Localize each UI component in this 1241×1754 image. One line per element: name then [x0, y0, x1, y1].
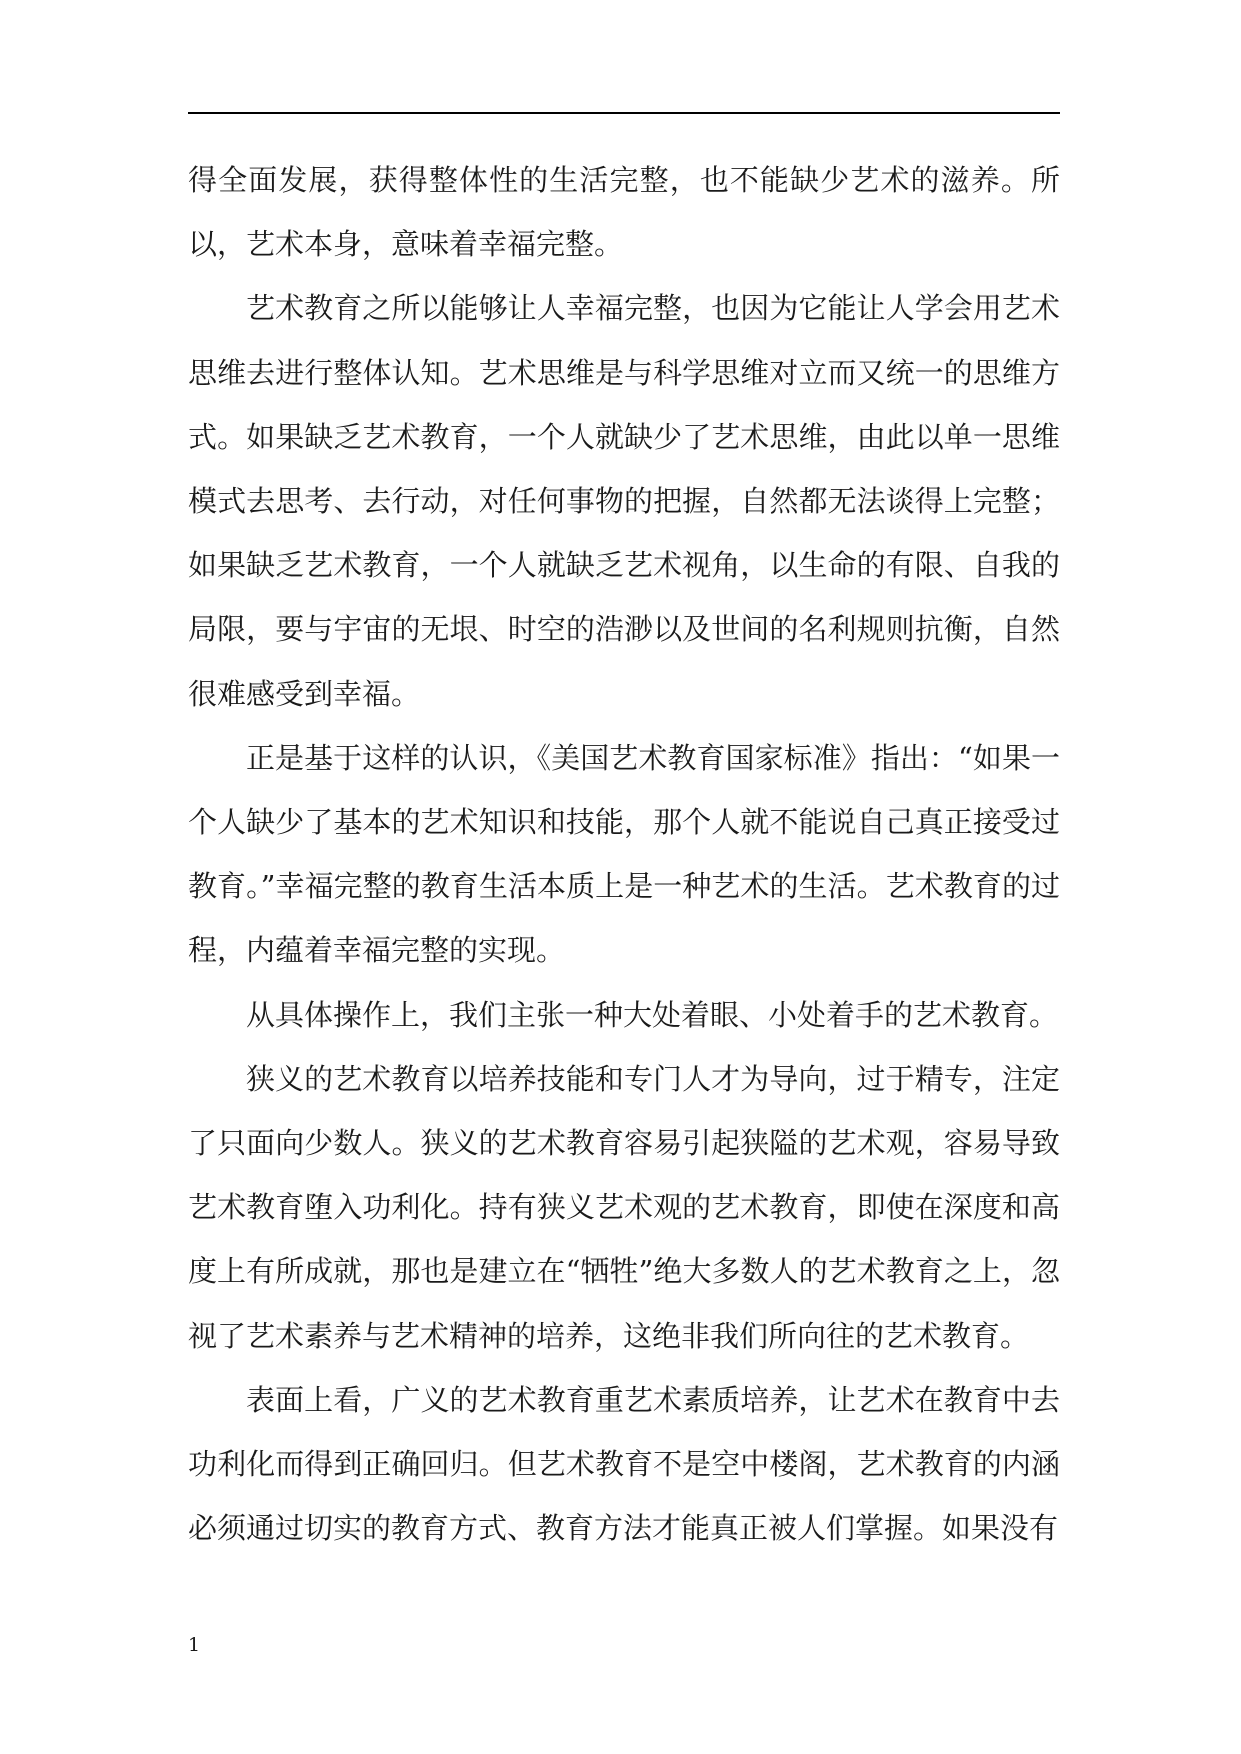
paragraph: 从具体操作上，我们主张一种大处着眼、小处着手的艺术教育。 [246, 997, 1059, 1032]
page-number: 1 [188, 1634, 201, 1656]
header-rule [188, 112, 1060, 114]
paragraph: 狭义的艺术教育以培养技能和专门人才为导向，过于精专，注定了只面向少数人。狭义的艺术教育容易引起狭隘的艺术观，容易导致艺术教育堕入功利化。持有狭义艺术观的艺术教育，即使在深度和高度上有所成就，那也是建立在“牺牲”绝大多数人的艺术教育之上，忽视了艺术素养与艺术精神的培养，这绝非我们所向往的艺术教育。 [188, 1061, 1060, 1353]
paragraph: 正是基于这样的认识，《美国艺术教育国家标准》指出：“如果一个人缺少了基本的艺术知识和技能，那个人就不能说自己真正接受过教育。”幸福完整的教育生活本质上是一种艺术的生活。艺术教育的过程，内蕴着幸福完整的实现。 [188, 740, 1060, 968]
paragraph: 艺术教育之所以能够让人幸福完整，也因为它能让人学会用艺术思维去进行整体认知。艺术思维是与科学思维对立而又统一的思维方式。如果缺乏艺术教育，一个人就缺少了艺术思维，由此以单一思维模式去思考、去行动，对任何事物的把握，自然都无法谈得上完整；如果缺乏艺术教育，一个人就缺乏艺术视角，以生命的有限、自我的局限，要与宇宙的无垠、时空的浩渺以及世间的名利规则抗衡，自然很难感受到幸福。 [188, 291, 1060, 711]
paragraph: 表面上看，广义的艺术教育重艺术素质培养，让艺术在教育中去功利化而得到正确回归。但艺术教育不是空中楼阁，艺术教育的内涵必须通过切实的教育方式、教育方法才能真正被人们掌握。如果没有 [188, 1382, 1060, 1546]
body-text [188, 148, 1060, 1560]
paragraph: 得全面发展，获得整体性的生活完整，也不能缺少艺术的滋养。所以，艺术本身，意味着幸福完整。 [188, 163, 1060, 262]
